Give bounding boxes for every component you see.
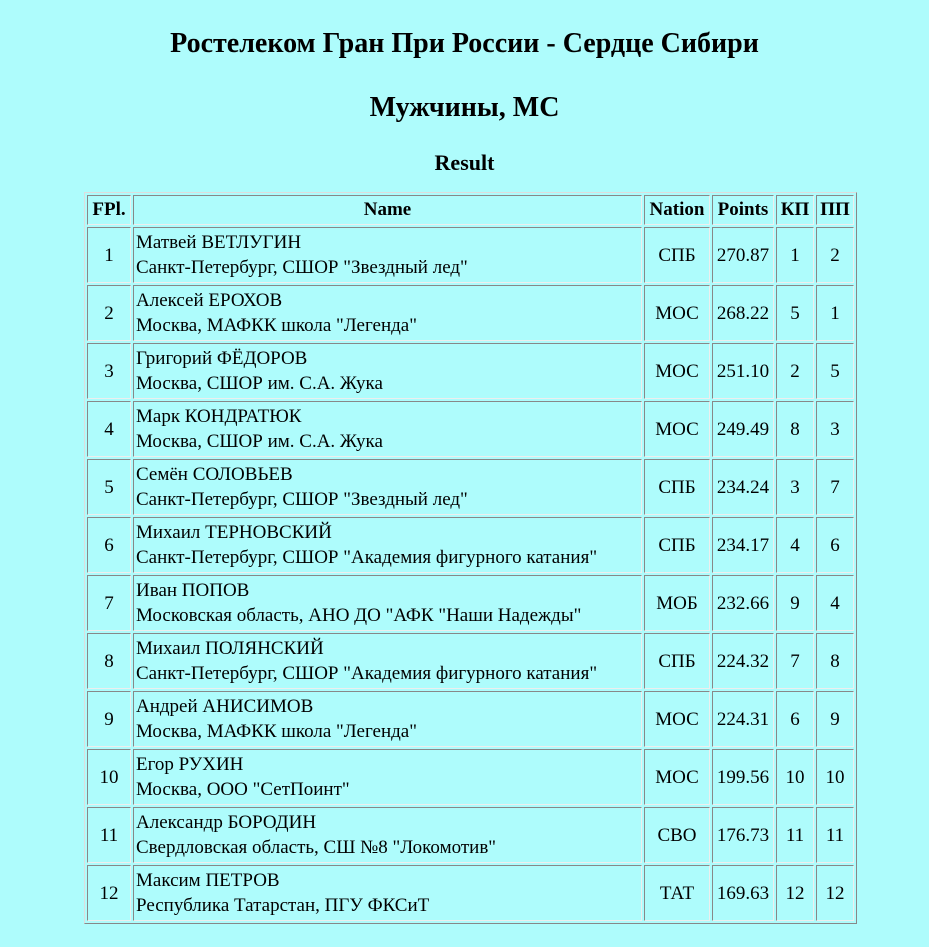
event-title: Ростелеком Гран При России - Сердце Сибири — [170, 28, 759, 59]
table-row — [87, 807, 854, 863]
header-kp: КП — [776, 195, 814, 225]
name-cell — [133, 807, 642, 863]
place-cell: 4 — [87, 401, 131, 457]
skater-club: Санкт-Петербург, СШОР "Академия фигурного катания" — [136, 663, 598, 684]
table-row — [87, 575, 854, 631]
name-cell — [133, 633, 642, 689]
skater-club: Москва, МАФКК школа "Легенда" — [136, 315, 417, 336]
skater-club: Свердловская область, СШ №8 "Локомотив" — [136, 837, 497, 858]
skater-name: Егор РУХИН — [136, 754, 244, 775]
nation-cell: СВО — [644, 807, 710, 863]
skater-club: Москва, СШОР им. С.А. Жука — [136, 373, 383, 394]
pp-cell: 11 — [816, 807, 854, 863]
points-cell: 251.10 — [712, 343, 774, 399]
name-cell — [133, 227, 642, 283]
skater-club: Москва, СШОР им. С.А. Жука — [136, 431, 383, 452]
results-table — [84, 192, 857, 924]
pp-cell: 7 — [816, 459, 854, 515]
kp-cell: 11 — [776, 807, 814, 863]
pp-cell: 2 — [816, 227, 854, 283]
place-cell: 6 — [87, 517, 131, 573]
kp-cell: 5 — [776, 285, 814, 341]
skater-name: Михаил ПОЛЯНСКИЙ — [136, 638, 324, 659]
kp-cell: 1 — [776, 227, 814, 283]
place-cell: 9 — [87, 691, 131, 747]
header-points: Points — [712, 195, 774, 225]
name-cell — [133, 749, 642, 805]
skater-club: Санкт-Петербург, СШОР "Звездный лед" — [136, 257, 468, 278]
skater-name: Максим ПЕТРОВ — [136, 870, 280, 891]
category-title: Мужчины, МС — [369, 92, 560, 123]
points-cell: 270.87 — [712, 227, 774, 283]
nation-cell: ТАТ — [644, 865, 710, 921]
pp-cell: 12 — [816, 865, 854, 921]
skater-name: Александр БОРОДИН — [136, 812, 317, 833]
skater-club: Республика Татарстан, ПГУ ФКСиТ — [136, 895, 430, 916]
name-cell — [133, 575, 642, 631]
name-cell — [133, 865, 642, 921]
points-cell: 234.17 — [712, 517, 774, 573]
points-cell: 224.32 — [712, 633, 774, 689]
skater-name: Семён СОЛОВЬЕВ — [136, 464, 293, 485]
points-cell: 249.49 — [712, 401, 774, 457]
skater-name: Григорий ФЁДОРОВ — [136, 348, 308, 369]
results-body — [87, 227, 854, 921]
nation-cell: МОБ — [644, 575, 710, 631]
name-cell — [133, 401, 642, 457]
table-row — [87, 459, 854, 515]
skater-club: Москва, МАФКК школа "Легенда" — [136, 721, 417, 742]
place-cell: 7 — [87, 575, 131, 631]
table-row — [87, 633, 854, 689]
points-cell: 268.22 — [712, 285, 774, 341]
place-cell: 12 — [87, 865, 131, 921]
skater-name: Михаил ТЕРНОВСКИЙ — [136, 522, 332, 543]
kp-cell: 7 — [776, 633, 814, 689]
table-row — [87, 749, 854, 805]
nation-cell: МОС — [644, 401, 710, 457]
header-place: FPl. — [87, 195, 131, 225]
nation-cell: МОС — [644, 285, 710, 341]
nation-cell: МОС — [644, 343, 710, 399]
skater-club: Санкт-Петербург, СШОР "Академия фигурного катания" — [136, 547, 598, 568]
kp-cell: 6 — [776, 691, 814, 747]
pp-cell: 3 — [816, 401, 854, 457]
skater-club: Москва, ООО "СетПоинт" — [136, 779, 350, 800]
nation-cell: СПБ — [644, 227, 710, 283]
place-cell: 11 — [87, 807, 131, 863]
skater-club: Санкт-Петербург, СШОР "Звездный лед" — [136, 489, 468, 510]
pp-cell: 4 — [816, 575, 854, 631]
skater-club: Московская область, АНО ДО "АФК "Наши Надежды" — [136, 605, 582, 626]
nation-cell: СПБ — [644, 517, 710, 573]
points-cell: 232.66 — [712, 575, 774, 631]
skater-name: Андрей АНИСИМОВ — [136, 696, 314, 717]
points-cell: 169.63 — [712, 865, 774, 921]
place-cell: 3 — [87, 343, 131, 399]
name-cell — [133, 285, 642, 341]
pp-cell: 1 — [816, 285, 854, 341]
place-cell: 10 — [87, 749, 131, 805]
points-cell: 199.56 — [712, 749, 774, 805]
name-cell — [133, 459, 642, 515]
kp-cell: 9 — [776, 575, 814, 631]
points-cell: 234.24 — [712, 459, 774, 515]
place-cell: 2 — [87, 285, 131, 341]
header-pp: ПП — [816, 195, 854, 225]
table-row — [87, 517, 854, 573]
section-title: Result — [434, 150, 495, 175]
pp-cell: 5 — [816, 343, 854, 399]
nation-cell: МОС — [644, 691, 710, 747]
kp-cell: 3 — [776, 459, 814, 515]
place-cell: 5 — [87, 459, 131, 515]
pp-cell: 9 — [816, 691, 854, 747]
kp-cell: 4 — [776, 517, 814, 573]
nation-cell: СПБ — [644, 459, 710, 515]
table-row — [87, 865, 854, 921]
skater-name: Алексей ЕРОХОВ — [136, 290, 283, 311]
header-nation: Nation — [644, 195, 710, 225]
nation-cell: СПБ — [644, 633, 710, 689]
kp-cell: 8 — [776, 401, 814, 457]
name-cell — [133, 691, 642, 747]
pp-cell: 8 — [816, 633, 854, 689]
kp-cell: 12 — [776, 865, 814, 921]
kp-cell: 2 — [776, 343, 814, 399]
nation-cell: МОС — [644, 749, 710, 805]
pp-cell: 10 — [816, 749, 854, 805]
skater-name: Марк КОНДРАТЮК — [136, 406, 302, 427]
points-cell: 224.31 — [712, 691, 774, 747]
points-cell: 176.73 — [712, 807, 774, 863]
table-row — [87, 285, 854, 341]
kp-cell: 10 — [776, 749, 814, 805]
header-row — [87, 195, 854, 225]
table-row — [87, 401, 854, 457]
table-row — [87, 227, 854, 283]
header-name: Name — [133, 195, 642, 225]
pp-cell: 6 — [816, 517, 854, 573]
place-cell: 1 — [87, 227, 131, 283]
table-row — [87, 343, 854, 399]
table-row — [87, 691, 854, 747]
name-cell — [133, 517, 642, 573]
name-cell — [133, 343, 642, 399]
place-cell: 8 — [87, 633, 131, 689]
skater-name: Иван ПОПОВ — [136, 580, 250, 601]
skater-name: Матвей ВЕТЛУГИН — [136, 232, 302, 253]
